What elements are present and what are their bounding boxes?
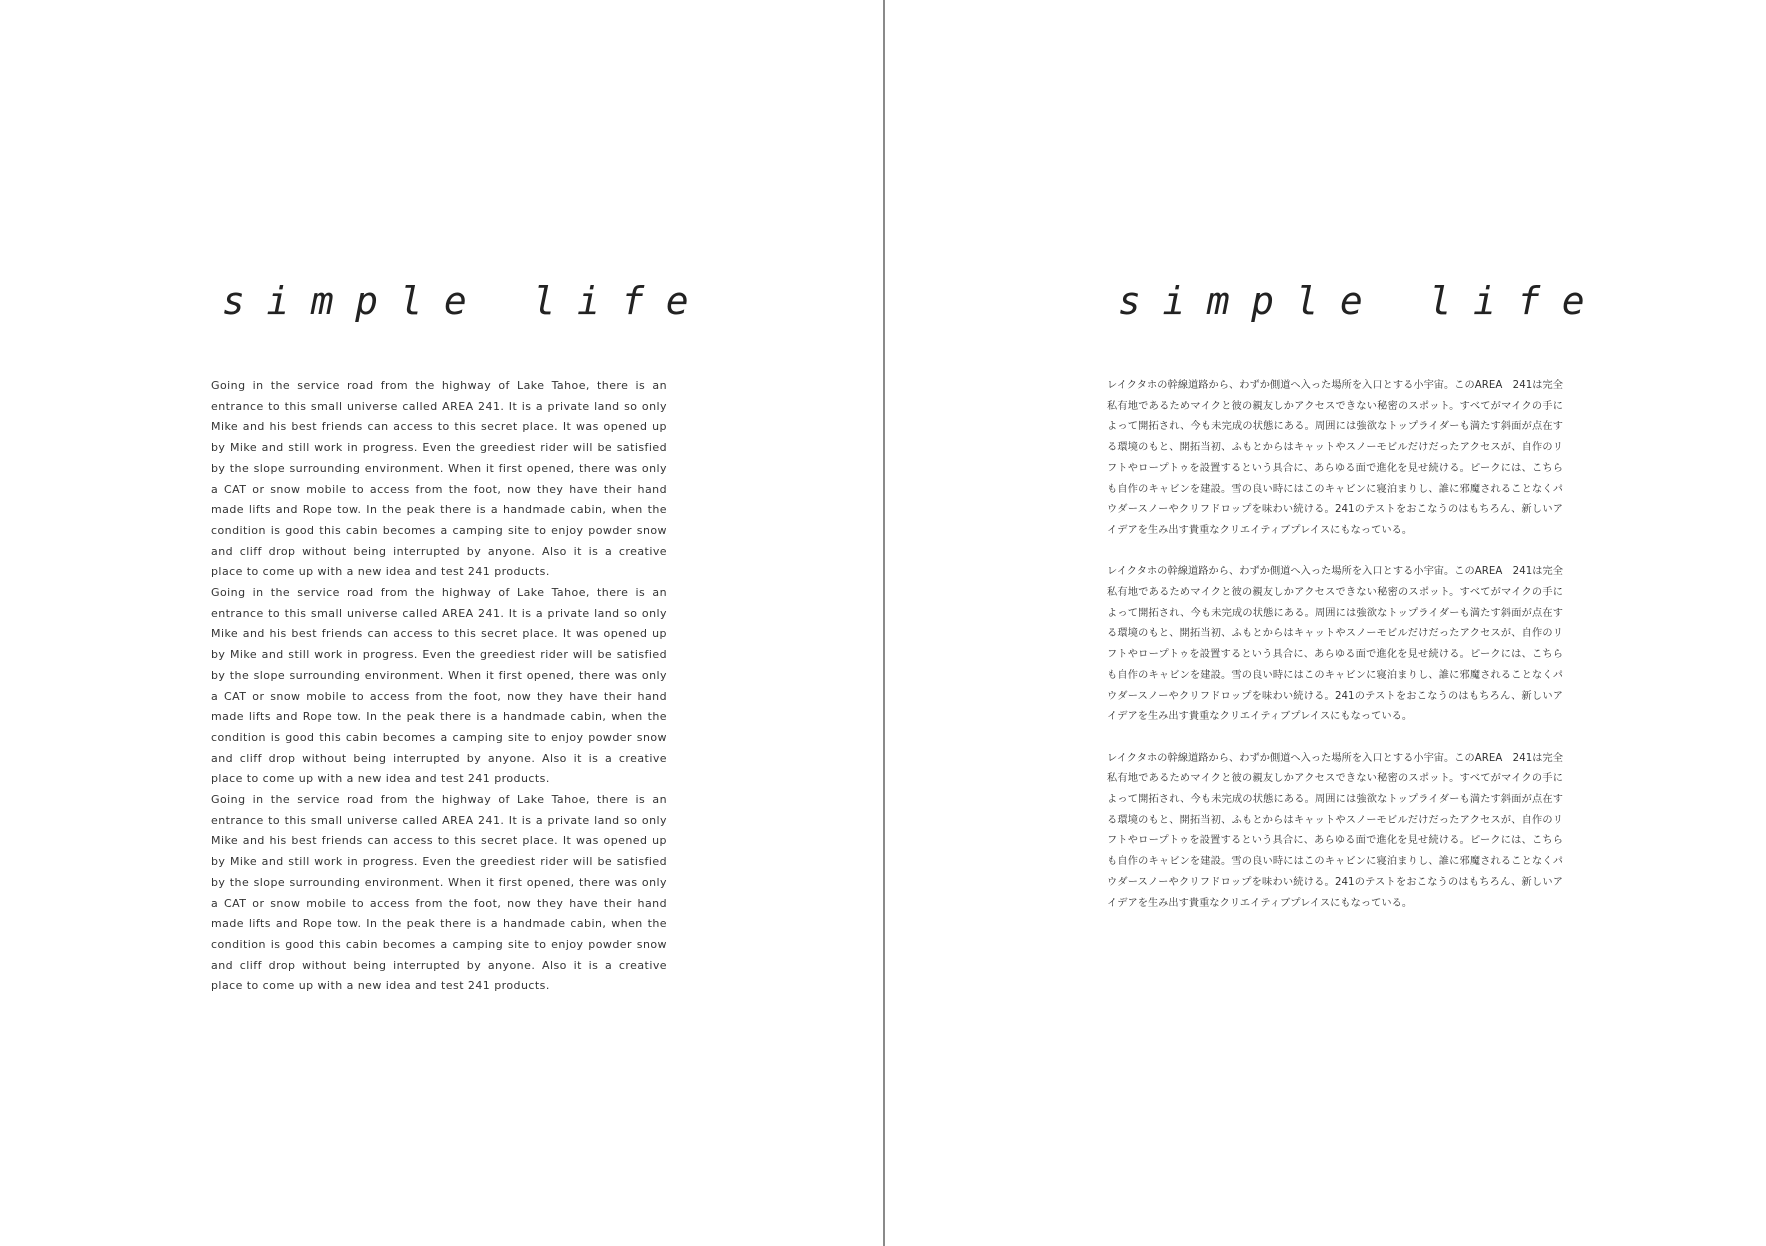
right-page-title: simple life [1118,279,1607,323]
left-page-title: simple life [222,279,711,323]
right-paragraph-3: レイクタホの幹線道路から、わずか側道へ入った場所を入口とする小宇宙。このAREA 241は完全私有地であるためマイクと彼の親友しかアクセスできない秘密のスポット。すべてがマイクの手によって開拓され、今も未完成の状態にある。周囲には強欲なトップライダーも満たす斜面が点在する環境のもと、開拓当初、ふもとからはキャットやスノーモビルだけだったアクセスが、自作のリフトやロープトゥを設置するという具合に、あらゆる面で進化を見せ続ける。ピークには、こちらも自作のキャビンを建設。雪の良い時にはこのキャビンに寝泊まりし、誰に邪魔されることなくパウダースノーやクリフドロップを味わい続ける。241のテストをおこなうのはもちろん、新しいアイデアを生み出す貴重なクリエイティブプレイスにもなっている。 [1107,752,1563,909]
left-paragraph-1: Going in the service road from the highway of Lake Tahoe, there is an entrance to this small universe called AREA 241. It is a private land so only Mike and his best friends can access to this secret place. It was opened up by Mike and still work in progress. Even the greediest rider will be satisfied by the slope surrounding environment. When it first opened, there was only a CAT or snow mobile to access from the foot, now they have their hand made lifts and Rope tow. In the peak there is a handmade cabin, when the condition is good this cabin becomes a camping site to enjoy powder snow and cliff drop without being interrupted by anyone. Also it is a creative place to come up with a new idea and test 241 products. [211,379,667,579]
left-paragraph-3: Going in the service road from the highway of Lake Tahoe, there is an entrance to this small universe called AREA 241. It is a private land so only Mike and his best friends can access to this secret place. It was opened up by Mike and still work in progress. Even the greediest rider will be satisfied by the slope surrounding environment. When it first opened, there was only a CAT or snow mobile to access from the foot, now they have their hand made lifts and Rope tow. In the peak there is a handmade cabin, when the condition is good this cabin becomes a camping site to enjoy powder snow and cliff drop without being interrupted by anyone. Also it is a creative place to come up with a new idea and test 241 products. [211,793,667,993]
right-paragraph-2: レイクタホの幹線道路から、わずか側道へ入った場所を入口とする小宇宙。このAREA 241は完全私有地であるためマイクと彼の親友しかアクセスできない秘密のスポット。すべてがマイクの手によって開拓され、今も未完成の状態にある。周囲には強欲なトップライダーも満たす斜面が点在する環境のもと、開拓当初、ふもとからはキャットやスノーモビルだけだったアクセスが、自作のリフトやロープトゥを設置するという具合に、あらゆる面で進化を見せ続ける。ピークには、こちらも自作のキャビンを建設。雪の良い時にはこのキャビンに寝泊まりし、誰に邪魔されることなくパウダースノーやクリフドロップを味わい続ける。241のテストをおこなうのはもちろん、新しいアイデアを生み出す貴重なクリエイティブプレイスにもなっている。 [1107,566,1563,723]
left-page-body [211,376,667,997]
right-page-body [1107,376,1563,914]
right-paragraph-1: レイクタホの幹線道路から、わずか側道へ入った場所を入口とする小宇宙。このAREA 241は完全私有地であるためマイクと彼の親友しかアクセスできない秘密のスポット。すべてがマイクの手によって開拓され、今も未完成の状態にある。周囲には強欲なトップライダーも満たす斜面が点在する環境のもと、開拓当初、ふもとからはキャットやスノーモビルだけだったアクセスが、自作のリフトやロープトゥを設置するという具合に、あらゆる面で進化を見せ続ける。ピークには、こちらも自作のキャビンを建設。雪の良い時にはこのキャビンに寝泊まりし、誰に邪魔されることなくパウダースノーやクリフドロップを味わい続ける。241のテストをおこなうのはもちろん、新しいアイデアを生み出す貴重なクリエイティブプレイスにもなっている。 [1107,380,1563,536]
left-paragraph-2: Going in the service road from the highway of Lake Tahoe, there is an entrance to this small universe called AREA 241. It is a private land so only Mike and his best friends can access to this secret place. It was opened up by Mike and still work in progress. Even the greediest rider will be satisfied by the slope surrounding environment. When it first opened, there was only a CAT or snow mobile to access from the foot, now they have their hand made lifts and Rope tow. In the peak there is a handmade cabin, when the condition is good this cabin becomes a camping site to enjoy powder snow and cliff drop without being interrupted by anyone. Also it is a creative place to come up with a new idea and test 241 products. [211,586,667,786]
right-page [885,0,1766,1246]
